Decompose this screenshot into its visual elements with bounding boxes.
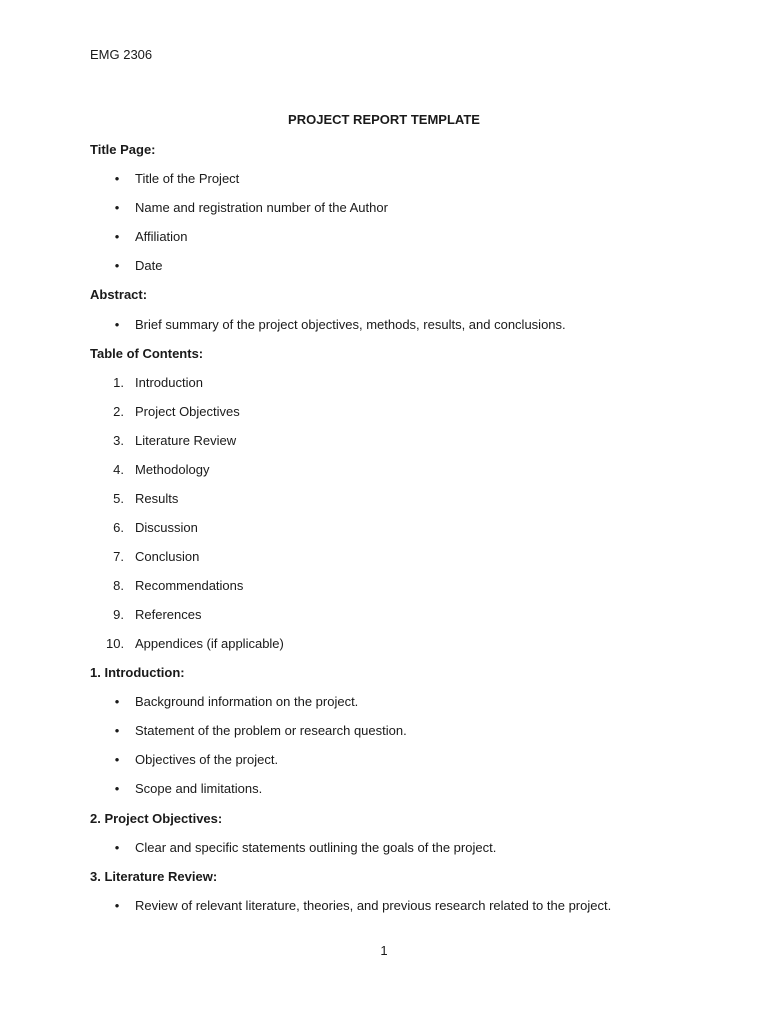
list-item (0, 199, 768, 217)
toc-label: Conclusion (135, 549, 200, 564)
list-item-text: Statement of the problem or research question. (135, 723, 407, 738)
section-heading-title-page: Title Page: (90, 142, 156, 157)
toc-number: 8. (113, 578, 124, 593)
list-item-text: Affiliation (135, 229, 188, 244)
bullet-icon: • (114, 317, 120, 332)
toc-item (0, 519, 768, 537)
list-item-text: Clear and specific statements outlining the goals of the project. (135, 840, 497, 855)
toc-item (0, 577, 768, 595)
toc-number: 9. (113, 607, 124, 622)
bullet-icon: • (114, 229, 120, 244)
list-item (0, 316, 768, 334)
bullet-icon: • (114, 752, 120, 767)
toc-number: 10. (106, 636, 125, 651)
toc-number: 1. (113, 375, 124, 390)
list-item (0, 170, 768, 188)
section-heading-abstract: Abstract: (90, 287, 148, 302)
list-item-text: Title of the Project (135, 171, 240, 186)
bullet-icon: • (114, 840, 120, 855)
list-item (0, 897, 768, 915)
toc-label: Introduction (135, 375, 203, 390)
section-heading-toc: Table of Contents: (90, 346, 204, 361)
list-item (0, 228, 768, 246)
section-heading-project-objectives: 2. Project Objectives: (90, 811, 223, 826)
toc-label: Discussion (135, 520, 198, 535)
list-item (0, 839, 768, 857)
bullet-icon: • (114, 258, 120, 273)
list-item (0, 722, 768, 740)
list-item-text: Brief summary of the project objectives, methods, results, and conclusions. (135, 317, 566, 332)
bullet-icon: • (114, 898, 120, 913)
toc-item (0, 374, 768, 392)
course-code: EMG 2306 (90, 47, 153, 62)
list-item-text: Date (135, 258, 163, 273)
toc-item (0, 490, 768, 508)
bullet-icon: • (114, 171, 120, 186)
page-number: 1 (380, 943, 388, 958)
toc-label: Recommendations (135, 578, 244, 593)
toc-item (0, 432, 768, 450)
toc-label: Appendices (if applicable) (135, 636, 284, 651)
toc-item (0, 635, 768, 653)
toc-number: 7. (113, 549, 124, 564)
bullet-icon: • (114, 723, 120, 738)
toc-number: 3. (113, 433, 124, 448)
list-item (0, 693, 768, 711)
section-heading-literature-review: 3. Literature Review: (90, 869, 218, 884)
list-item-text: Background information on the project. (135, 694, 359, 709)
toc-number: 4. (113, 462, 124, 477)
bullet-icon: • (114, 200, 120, 215)
toc-item (0, 461, 768, 479)
list-item-text: Objectives of the project. (135, 752, 279, 767)
document-title: PROJECT REPORT TEMPLATE (288, 112, 480, 127)
list-item (0, 780, 768, 798)
toc-label: Methodology (135, 462, 210, 477)
toc-item (0, 403, 768, 421)
bullet-icon: • (114, 694, 120, 709)
toc-label: References (135, 607, 202, 622)
list-item-text: Scope and limitations. (135, 781, 263, 796)
toc-number: 6. (113, 520, 124, 535)
toc-label: Results (135, 491, 179, 506)
list-item (0, 257, 768, 275)
toc-item (0, 548, 768, 566)
toc-label: Project Objectives (135, 404, 240, 419)
section-heading-introduction: 1. Introduction: (90, 665, 185, 680)
toc-item (0, 606, 768, 624)
toc-number: 5. (113, 491, 124, 506)
list-item (0, 751, 768, 769)
list-item-text: Name and registration number of the Author (135, 200, 388, 215)
toc-number: 2. (113, 404, 124, 419)
bullet-icon: • (114, 781, 120, 796)
toc-label: Literature Review (135, 433, 237, 448)
list-item-text: Review of relevant literature, theories, and previous research related to the project. (135, 898, 612, 913)
